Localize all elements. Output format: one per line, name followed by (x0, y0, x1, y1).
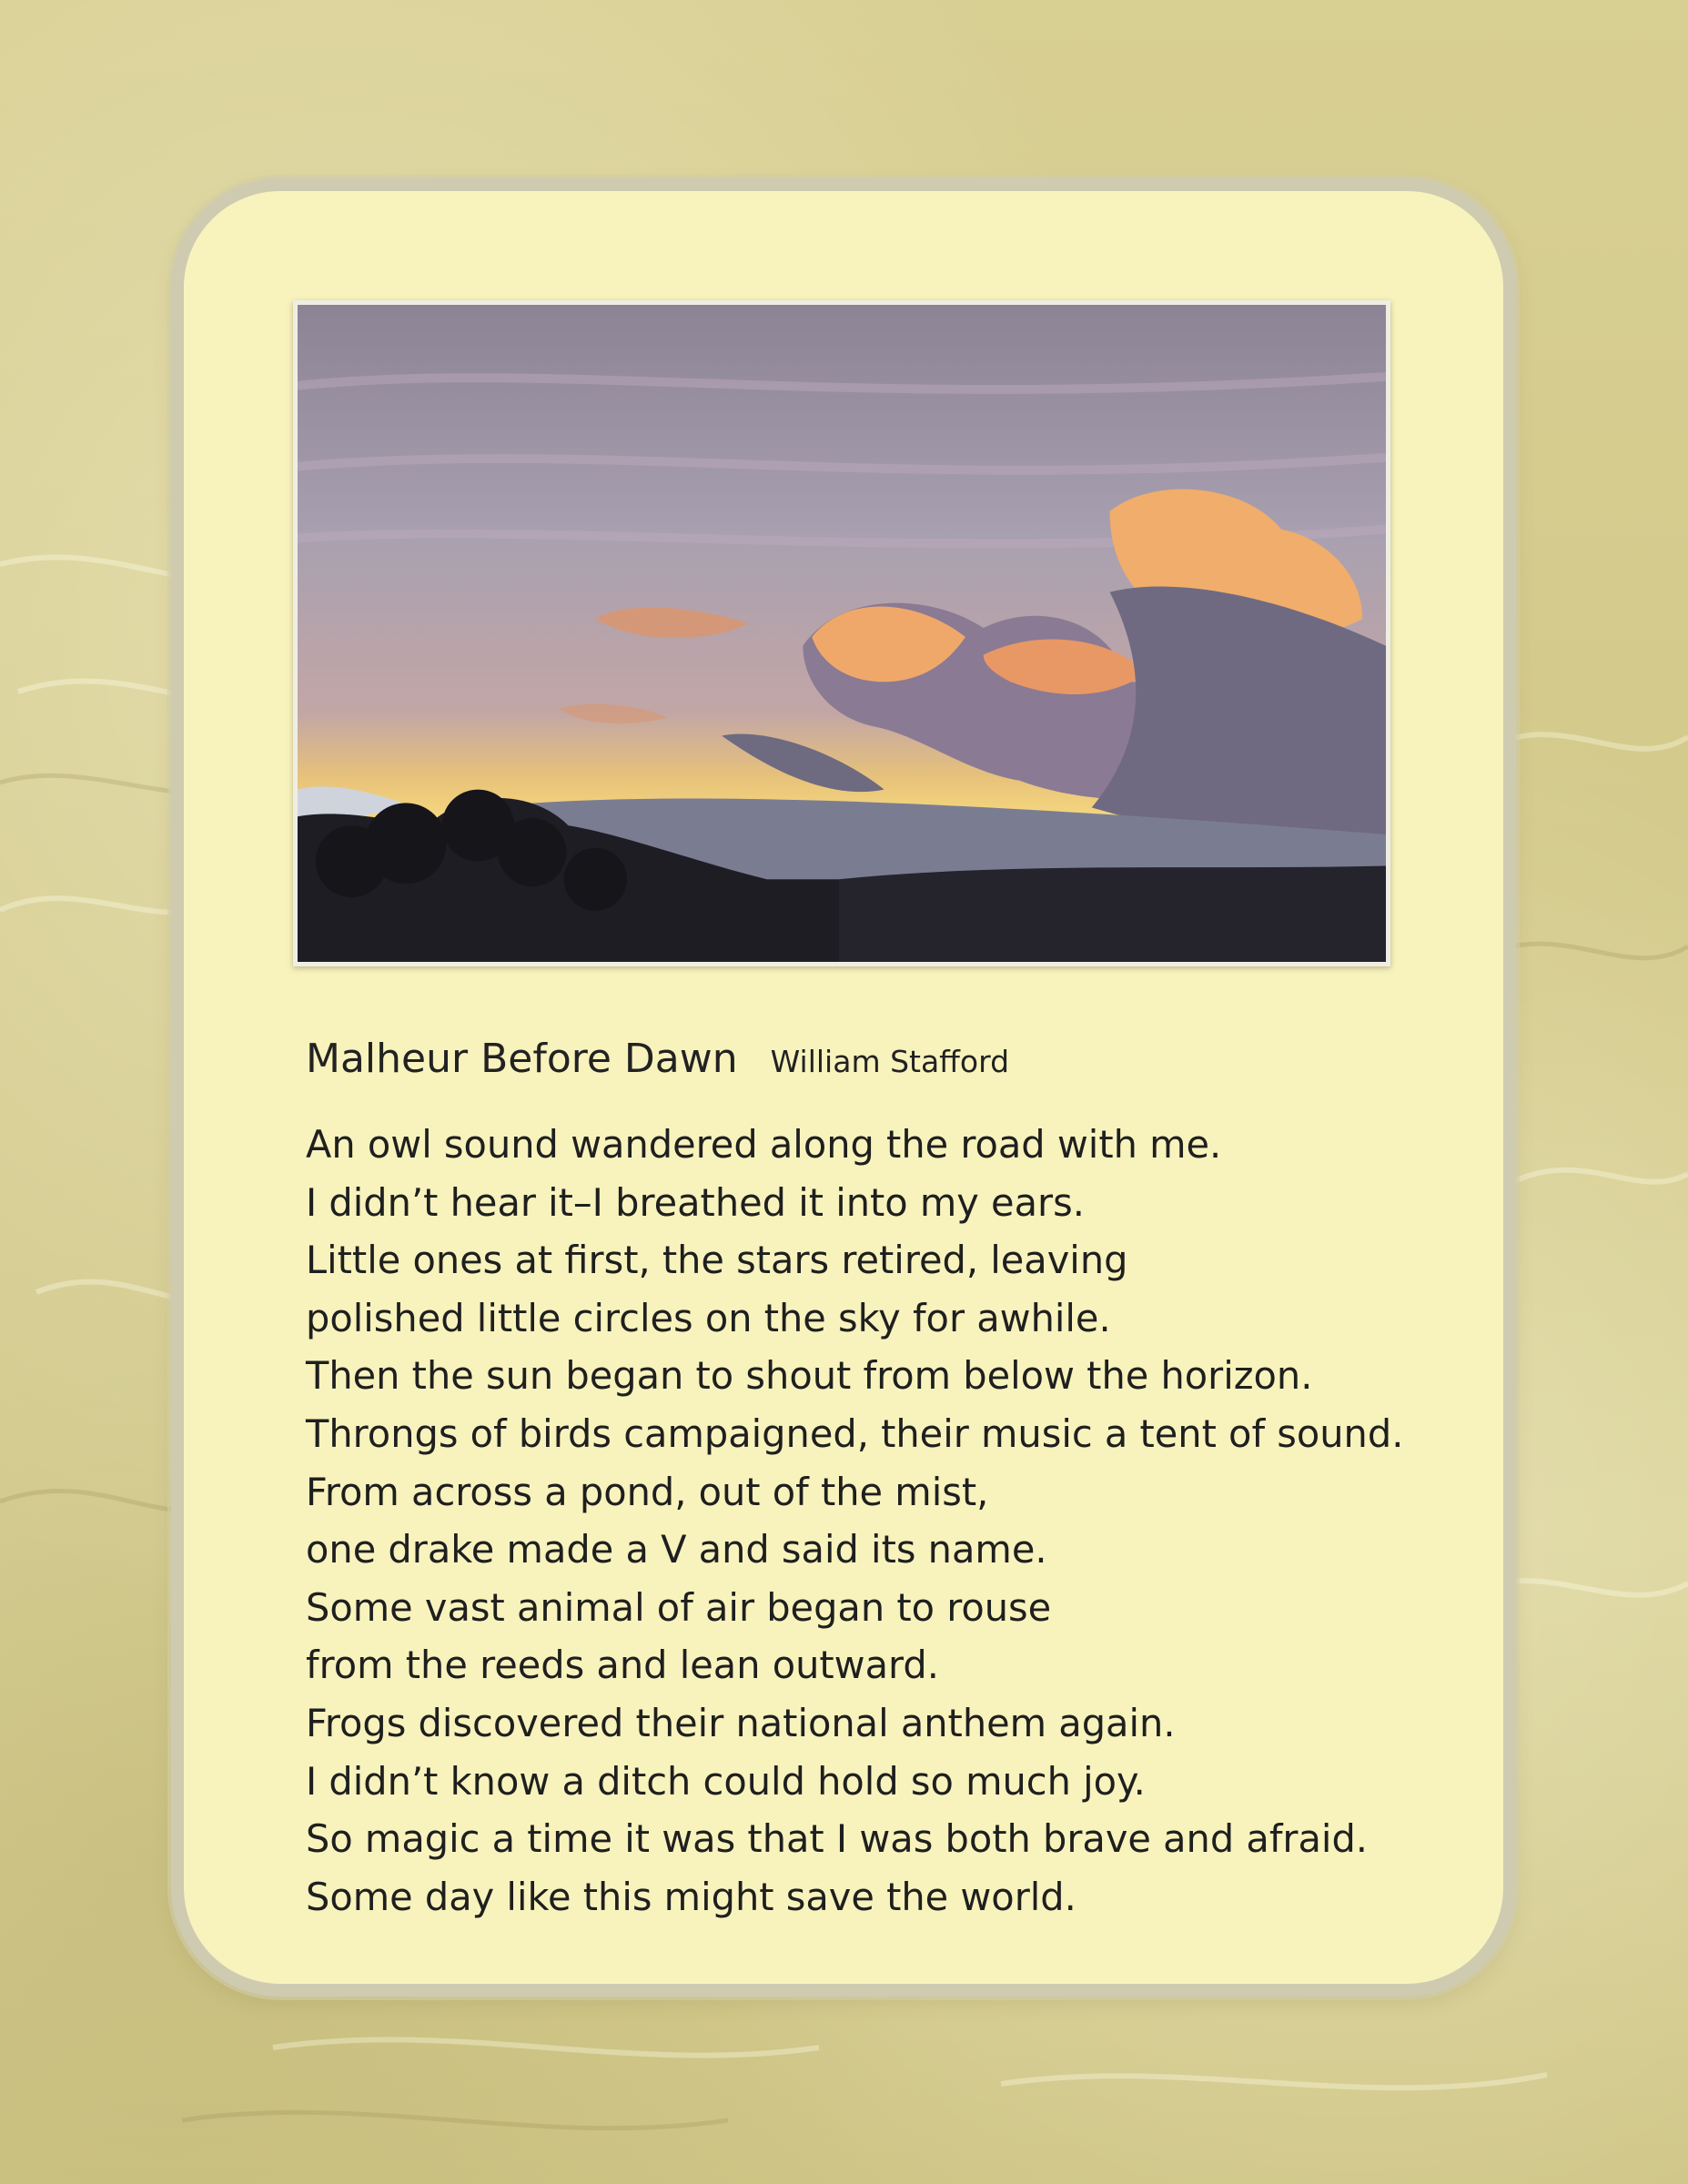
poem-line: From across a pond, out of the mist, (306, 1469, 989, 1514)
poem-author: William Stafford (770, 1044, 1010, 1079)
poem-body (306, 1116, 1489, 1926)
poem-line: So magic a time it was that I was both brave and afraid. (306, 1816, 1368, 1862)
poem-line: one drake made a V and said its name. (306, 1527, 1047, 1572)
poem-line: Some day like this might save the world. (306, 1874, 1076, 1919)
poem-line: Frogs discovered their national anthem again. (306, 1700, 1176, 1745)
poem-line: I didn’t know a ditch could hold so much joy. (306, 1758, 1146, 1804)
poem-line: Throngs of birds campaigned, their music a tent of sound. (306, 1410, 1404, 1456)
poem-line: Some vast animal of air began to rouse (306, 1584, 1052, 1630)
poem-line: An owl sound wandered along the road with me. (306, 1122, 1222, 1167)
poem-line: polished little circles on the sky for awhile. (306, 1295, 1111, 1340)
poem-line: Then the sun began to shout from below the horizon. (306, 1353, 1313, 1399)
poem-line: Little ones at first, the stars retired, leaving (306, 1238, 1128, 1283)
poem-line: I didn’t hear it–I breathed it into my ears. (306, 1179, 1085, 1225)
poem-heading (306, 1036, 1009, 1082)
sunset-photo (293, 300, 1390, 966)
poem-line: from the reeds and lean outward. (306, 1643, 939, 1688)
poem-title: Malheur Before Dawn (306, 1036, 738, 1082)
